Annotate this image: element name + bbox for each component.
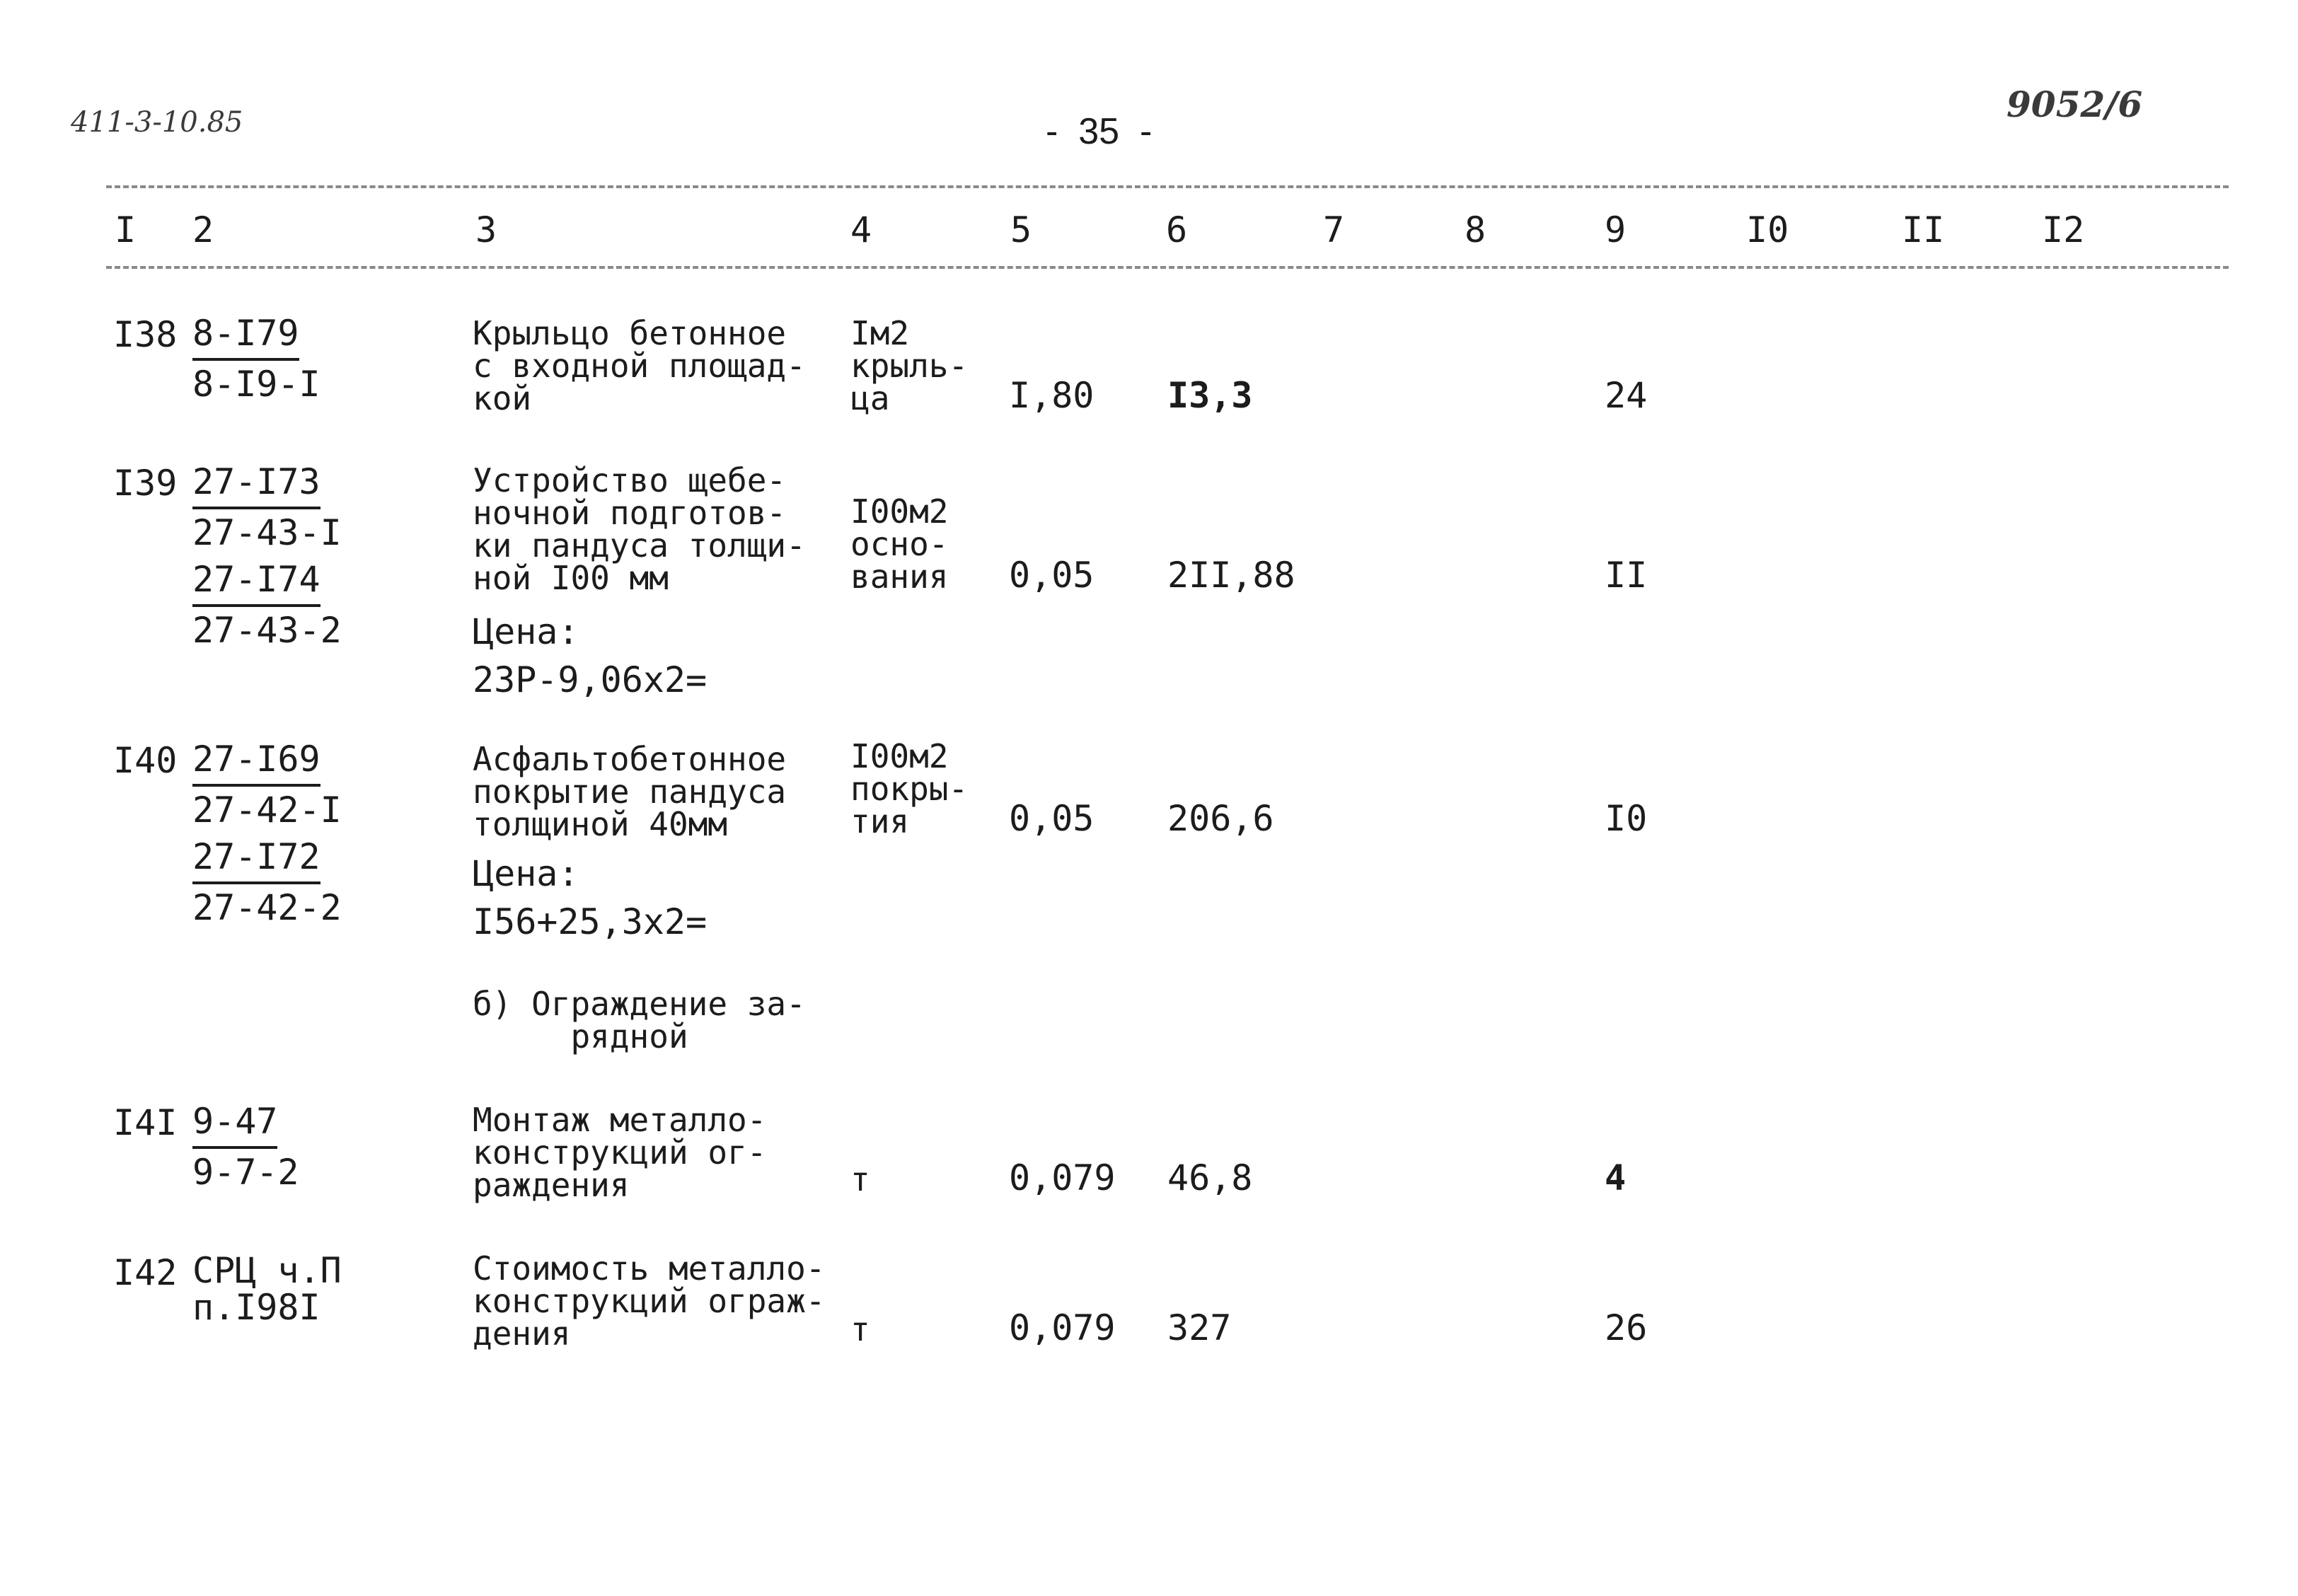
row-unit: I00м2 осно- вания <box>850 492 949 596</box>
row-codes: 8-I79 8-I9-I <box>192 310 321 407</box>
row-price: 327 <box>1167 1307 1232 1348</box>
row-quantity: 0,079 <box>1009 1157 1116 1198</box>
row-codes: 9-47 9-7-2 <box>192 1098 299 1196</box>
header-rule-bottom <box>106 266 2229 269</box>
row-index: I40 <box>113 740 178 781</box>
row-price-label: Цена: <box>473 611 579 652</box>
row-description: Асфальтобетонное покрытие пандуса толщиной 40мм <box>473 740 787 843</box>
row-col9-value: 26 <box>1605 1307 1648 1348</box>
column-header-1: I <box>115 209 137 250</box>
row-codes: СРЦ ч.П п.I98I <box>192 1250 342 1328</box>
column-header-10: I0 <box>1746 209 1789 250</box>
row-price-formula: I56+25,3x2= <box>473 901 708 942</box>
row-index: I38 <box>113 314 178 355</box>
column-header-7: 7 <box>1323 209 1345 250</box>
row-col9-value: II <box>1605 555 1648 596</box>
inventory-mark: 9052/6 <box>2007 83 2143 125</box>
document-code: 411-3-10.85 <box>71 106 243 139</box>
section-heading: б) Ограждение за- рядной <box>473 985 806 1056</box>
column-header-3: 3 <box>475 209 497 250</box>
row-price: 2II,88 <box>1167 555 1295 596</box>
row-col9-value: 24 <box>1605 375 1648 416</box>
row-price: 46,8 <box>1167 1157 1253 1198</box>
header-rule-top <box>106 185 2229 188</box>
row-codes: 27-I73 27-43-I 27-I74 27-43-2 <box>192 458 342 654</box>
row-description: Монтаж металло- конструкций ог- раждения <box>473 1101 767 1204</box>
row-quantity: 0,05 <box>1009 798 1095 839</box>
column-header-6: 6 <box>1166 209 1188 250</box>
column-header-11: II <box>1902 209 1945 250</box>
row-unit: I00м2 покры- тия <box>850 737 969 840</box>
row-quantity: I,80 <box>1009 375 1095 416</box>
row-col9-value: I0 <box>1605 798 1648 839</box>
column-header-4: 4 <box>850 209 872 250</box>
row-index: I39 <box>113 463 178 504</box>
row-description: Стоимость металло- конструкций ограж- дения <box>473 1249 826 1353</box>
column-header-12: I2 <box>2042 209 2085 250</box>
row-col9-value: 4 <box>1605 1157 1627 1198</box>
row-price: I3,3 <box>1167 375 1253 416</box>
column-header-8: 8 <box>1465 209 1486 250</box>
row-quantity: 0,05 <box>1009 555 1095 596</box>
row-description: Устройство щебе- ночной подготов- ки пандуса толщи- ной I00 мм <box>473 461 806 597</box>
page-number: - 35 - <box>1046 111 1153 152</box>
row-quantity: 0,079 <box>1009 1307 1116 1348</box>
column-header-5: 5 <box>1010 209 1032 250</box>
row-unit: Iм2 крыль- ца <box>850 314 969 417</box>
row-description: Крыльцо бетонное с входной площад- кой <box>473 314 806 417</box>
row-price-formula: 23P-9,06x2= <box>473 659 708 700</box>
column-header-2: 2 <box>192 209 214 250</box>
row-codes: 27-I69 27-42-I 27-I72 27-42-2 <box>192 736 342 931</box>
row-index: I4I <box>113 1102 178 1143</box>
row-price: 206,6 <box>1167 798 1274 839</box>
row-unit: т <box>850 1310 870 1348</box>
column-header-9: 9 <box>1605 209 1627 250</box>
row-price-label: Цена: <box>473 853 579 894</box>
row-unit: т <box>850 1160 870 1198</box>
row-index: I42 <box>113 1252 178 1293</box>
